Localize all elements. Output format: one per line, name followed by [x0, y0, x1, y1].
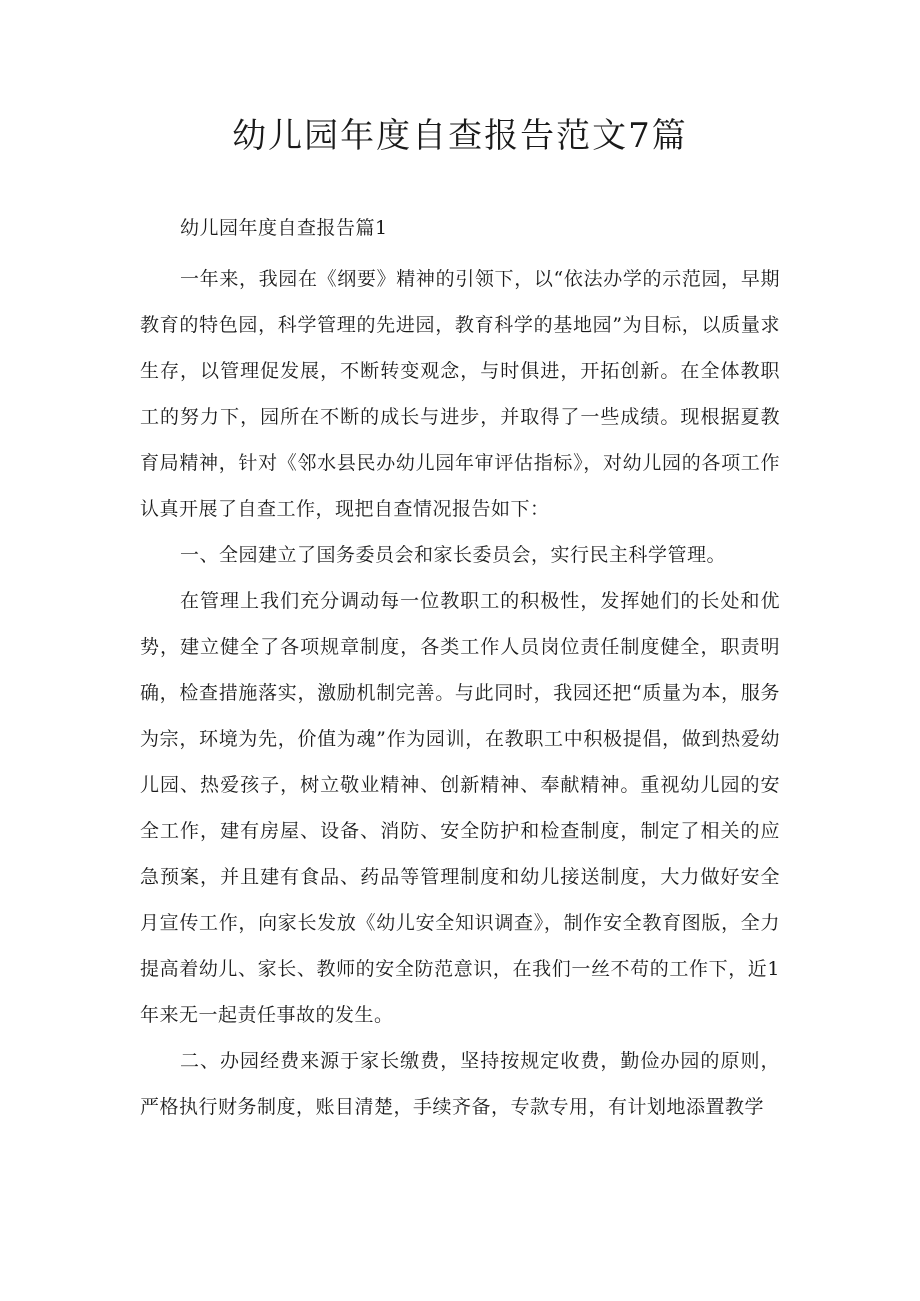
paragraph-section-two: 二、办园经费来源于家长缴费，坚持按规定收费，勤俭办园的原则，严格执行财务制度，账目清楚，手续齐备，专款专用，有计划地添置教学 [140, 1050, 780, 1118]
section-heading: 幼儿园年度自查报告篇1 [180, 217, 388, 239]
paragraph-intro: 一年来，我园在《纲要》精神的引领下，以“依法办学的示范园，早期教育的特色园，科学管理的先进园，教育科学的基地园”为目标，以质量求生存，以管理促发展，不断转变观念，与时俱进，开拓创新。在全体教职工的努力下，园所在不断的成长与进步，并取得了一些成绩。现根据夏教育局精神，针对《邻水县民办幼儿园年审评估指标》，对幼儿园的各项工作认真开展了自查工作，现把自查情况报告如下： [140, 268, 780, 520]
paragraph-management: 在管理上我们充分调动每一位教职工的积极性，发挥她们的长处和优势，建立健全了各项规章制度，各类工作人员岗位责任制度健全，职责明确，检查措施落实，激励机制完善。与此同时，我园还把“质量为本，服务为宗，环境为先，价值为魂”作为园训，在教职工中积极提倡，做到热爱幼儿园、热爱孩子，树立敬业精神、创新精神、奉献精神。重视幼儿园的安全工作，建有房屋、设备、消防、安全防护和检查制度，制定了相关的应急预案，并且建有食品、药品等管理制度和幼儿接送制度，大力做好安全月宣传工作，向家长发放《幼儿安全知识调查》，制作安全教育图版，全力提高着幼儿、家长、教师的安全防范意识，在我们一丝不苟的工作下，近1年来无一起责任事故的发生。 [140, 590, 780, 1026]
document-body [140, 210, 780, 1130]
paragraph-section-one: 一、全园建立了国务委员会和家长委员会，实行民主科学管理。 [180, 544, 727, 566]
spacer [140, 246, 780, 256]
document-title: 幼儿园年度自查报告范文7篇 [232, 116, 688, 156]
